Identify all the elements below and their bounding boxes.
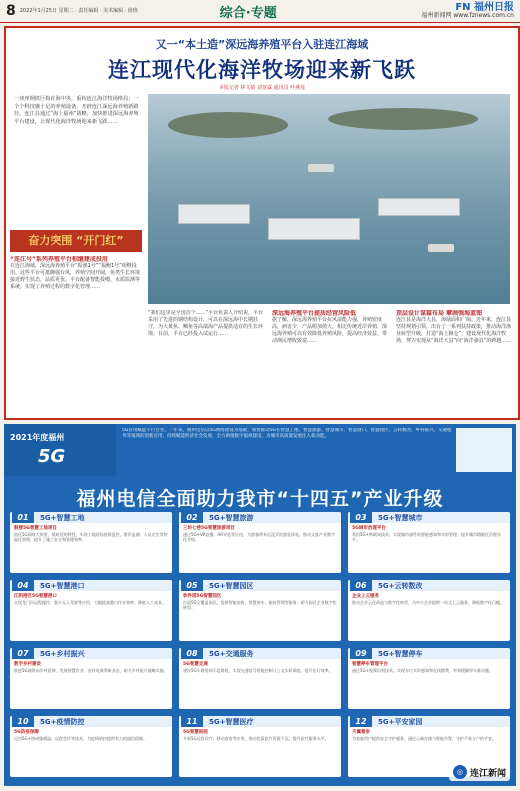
card-number: 02 <box>181 512 203 523</box>
card-title: 5G+智慧医疗 <box>209 718 254 726</box>
aquaculture-photo <box>148 94 510 304</box>
website-line: 福州新闻网 www.fznews.com.cn <box>421 11 514 19</box>
card-body: 通过5G+视频识别技术，实现车位实时感知和在线缴费，有效缓解停车难问题。 <box>352 668 493 673</box>
platform-shape <box>178 204 250 224</box>
feature-card <box>179 512 341 573</box>
section-banner: 奋力突围 “开门红” <box>10 230 142 252</box>
card-tab <box>348 716 510 727</box>
card-number: 03 <box>350 512 372 523</box>
card-subtitle: 软件园5G智慧园区 <box>183 594 222 599</box>
card-number: 06 <box>350 580 372 591</box>
card-title: 5G+智慧城市 <box>378 514 423 522</box>
newspaper-logo: FN 福州日报 <box>455 1 514 13</box>
card-number: 10 <box>12 716 34 727</box>
card-tab <box>179 580 341 591</box>
card-tab <box>179 648 341 659</box>
card-tab <box>348 648 510 659</box>
card-body: 为家庭用户提供安全守护服务，通过云端存储与智能告警，守护千家万户的平安。 <box>352 736 496 741</box>
feature-headline: 福州电信全面助力我市“十四五”产业升级 <box>76 488 444 510</box>
card-title: 5G+平安家园 <box>378 718 423 726</box>
cards-grid <box>10 512 510 782</box>
column-1-subhead: “连江号”系列养殖平台相继建成投用 <box>10 256 108 263</box>
card-tab <box>10 512 172 523</box>
card-body: 通过5G+VR直播、AR导览等应用，为游客带来沉浸式的游览体验，推动文旅产业数字化升级。 <box>183 532 336 543</box>
header-right <box>421 1 514 19</box>
card-title: 5G+智慧港口 <box>40 582 85 590</box>
card-subtitle: 5G防疫保障 <box>14 730 39 735</box>
island-shape <box>168 112 288 138</box>
card-subtitle: 企业上云服务 <box>352 594 379 599</box>
watermark-text: 连江新闻 <box>469 768 506 779</box>
boat-shape <box>308 164 334 172</box>
card-title: 5G+智慧园区 <box>209 582 254 590</box>
card-subtitle: 智慧停车管理平台 <box>352 662 388 667</box>
column-4-subhead: 顶层设计谋篇布局 擘画强海蓝图 <box>396 310 483 317</box>
feature-card <box>179 716 341 777</box>
top-article <box>4 26 520 420</box>
platform-shape <box>268 218 360 240</box>
card-title: 5G+智慧停车 <box>378 650 423 658</box>
telecom-feature <box>4 424 516 786</box>
card-title: 5G+智慧工地 <box>40 514 85 522</box>
card-body: 运用5G+热成像测温、远程会诊等技术，为疫情防控提供有力的通信保障。 <box>14 736 147 741</box>
card-title: 5G+乡村振兴 <box>40 650 85 658</box>
feature-poster-image <box>456 428 512 472</box>
feature-card <box>348 580 510 641</box>
article-column-2 <box>148 310 266 412</box>
feature-badge: 2021年度福州 <box>10 433 65 442</box>
card-subtitle: 江阴港区5G智慧港口 <box>14 594 57 599</box>
card-number: 07 <box>12 648 34 659</box>
card-number: 09 <box>350 648 372 659</box>
page-number: 8 <box>6 3 16 19</box>
article-kicker: 又一“本土造”深远海养殖平台入驻连江海域 <box>155 38 369 51</box>
card-number: 01 <box>12 512 34 523</box>
feature-card <box>179 648 341 709</box>
feature-card <box>10 716 172 777</box>
column-3-text: 据了解，深远海养殖平台抗风浪能力强，养殖密度高，病害少，产品附加值大。相比传统近岸养殖，深远海养殖可以有效降低养殖风险，提高经济效益，带动渔民增收致富…… <box>272 317 388 344</box>
card-body: 打造5G全覆盖园区，提供智能安防、智慧停车、能耗管理等服务，助力园区企业数字化转型。 <box>183 600 337 611</box>
article-column-3 <box>272 310 390 412</box>
card-title: 5G+交通服务 <box>209 650 254 658</box>
card-subtitle: 数字乡村建设 <box>14 662 41 667</box>
island-shape <box>328 108 478 130</box>
boat-shape <box>428 244 454 252</box>
watermark <box>449 763 510 781</box>
page-header <box>0 0 520 23</box>
feature-badge-block <box>4 424 116 476</box>
card-tab <box>10 580 172 591</box>
column-1-text: 在连江海域，深远海养殖平台“振渔1号”“福鲍1号”相继投用。这些平台可抵御强台风，养殖空间开阔，鱼类生长环境接近野生状态，品质更优。平台配备智能投喂、水质监测等系统，实现了养殖过程的数字化管理…… <box>10 263 141 290</box>
feature-card <box>348 512 510 573</box>
card-body: 利用5G+物联网技术，实现城市部件的智能感知和实时管理，提升城市精细化治理水平。 <box>352 532 501 543</box>
feature-card <box>10 580 172 641</box>
card-tab <box>348 512 510 523</box>
platform-shape <box>378 198 460 216</box>
news-icon: ◎ <box>453 765 467 779</box>
card-title: 5G+云转数改 <box>378 582 423 590</box>
card-tab <box>179 512 341 523</box>
feature-card <box>348 648 510 709</box>
card-body: 推进5G网络向乡村延伸，发展智慧农业、农村电商等新业态，助力乡村振兴战略实施。 <box>14 668 168 673</box>
card-tab <box>348 580 510 591</box>
feature-intro: 5G应用赋能千行百业。一年来，福州电信以5G网络建设为基础，加快推动5G在智慧工地、智慧旅游、智慧城市、智慧港口、智慧园区、云转数改、乡村振兴、交通服务等领域的创新应用，持续赋能经济社会发展，全力助推数字福州建设，为城市高质量发展注入新动能。 <box>122 428 452 440</box>
column-2-text: “我们这里是全国首个……”平台负责人介绍说，平台采用了先进的钢结构设计，可以在深远海中长期驻守，为大黄鱼、鲷鱼等高端海产品提供适宜的生长环境。目前，平台已经投入试运行…… <box>148 310 264 337</box>
feature-card <box>179 580 341 641</box>
card-tab <box>10 716 172 727</box>
section-title: 综合·专题 <box>219 5 277 21</box>
card-number: 11 <box>181 716 203 727</box>
5g-logo: 5G <box>38 446 66 467</box>
card-number: 05 <box>181 580 203 591</box>
card-subtitle: 三坊七巷5G智慧旅游项目 <box>183 526 235 531</box>
feature-card <box>10 648 172 709</box>
card-number: 08 <box>181 648 203 659</box>
card-subtitle: 5G智慧医院 <box>183 730 208 735</box>
card-body: 推动企业云化改造与数字化转型，为中小企业提供一站式上云服务，降低数字化门槛。 <box>352 600 504 605</box>
article-headline: 连江现代化海洋牧场迎来新飞跃 <box>108 58 416 82</box>
article-lead: 一座座钢铁巨构在海中央，重构连江海洋牧场格局；一个个科技感十足的养殖设备，开辟连江深远海养殖新路径。连江县通过“海上福州”战略，加快推进深远海养殖平台建设，让现代化海洋牧场迎来新飞跃…… <box>14 96 139 125</box>
card-body: 实现龙门吊远程操控、集卡无人驾驶等应用，大幅提高港口作业效率，降低人工成本。 <box>14 600 166 605</box>
column-4-text: 连江县是海洋大县，海域面积广阔。近年来，连江县坚持规划引领，出台了一系列扶持政策，推动海洋渔业转型升级，打造“海上粮仓”，建设现代化海洋牧场，努力实现从“海洋大县”向“海洋强县”的跨越…… <box>396 317 512 344</box>
card-body: 依托5G网络大带宽、低时延的特性，实现工地现场视频监控、塔吊监测、人员定位等智能化管理，提升了施工安全和管理效率。 <box>14 532 168 543</box>
article-column-4 <box>396 310 512 412</box>
feature-card <box>10 512 172 573</box>
article-column-1 <box>10 256 142 412</box>
card-tab <box>179 716 341 727</box>
card-tab <box>10 648 172 659</box>
card-body: 建设5G车路协同示范路段，实现交通信号智能控制与公交实时调度，提升出行效率。 <box>183 668 333 673</box>
card-title: 5G+智慧旅游 <box>209 514 254 522</box>
card-subtitle: 5G智慧交通 <box>183 662 208 667</box>
card-subtitle: 5G城市治理平台 <box>352 526 386 531</box>
card-number: 04 <box>12 580 34 591</box>
card-subtitle: 天翼看家 <box>352 730 370 735</box>
column-3-subhead: 深远海养殖平台提质经营风险低 <box>272 310 357 317</box>
card-body: 开展5G远程诊疗、移动查房等应用，推动优质医疗资源下沉，提升医疗服务水平。 <box>183 736 329 741</box>
card-number: 12 <box>350 716 372 727</box>
card-title: 5G+疫情防控 <box>40 718 85 726</box>
card-subtitle: 鼓楼5G智慧工地项目 <box>14 526 57 531</box>
date-line: 2022年1月25日 星期二 · 责任编辑 · 美术编辑 · 值班 <box>19 8 138 14</box>
article-byline: 本报记者 林文婧 刘宽霖 通讯员 叶燕莲 <box>218 85 306 91</box>
